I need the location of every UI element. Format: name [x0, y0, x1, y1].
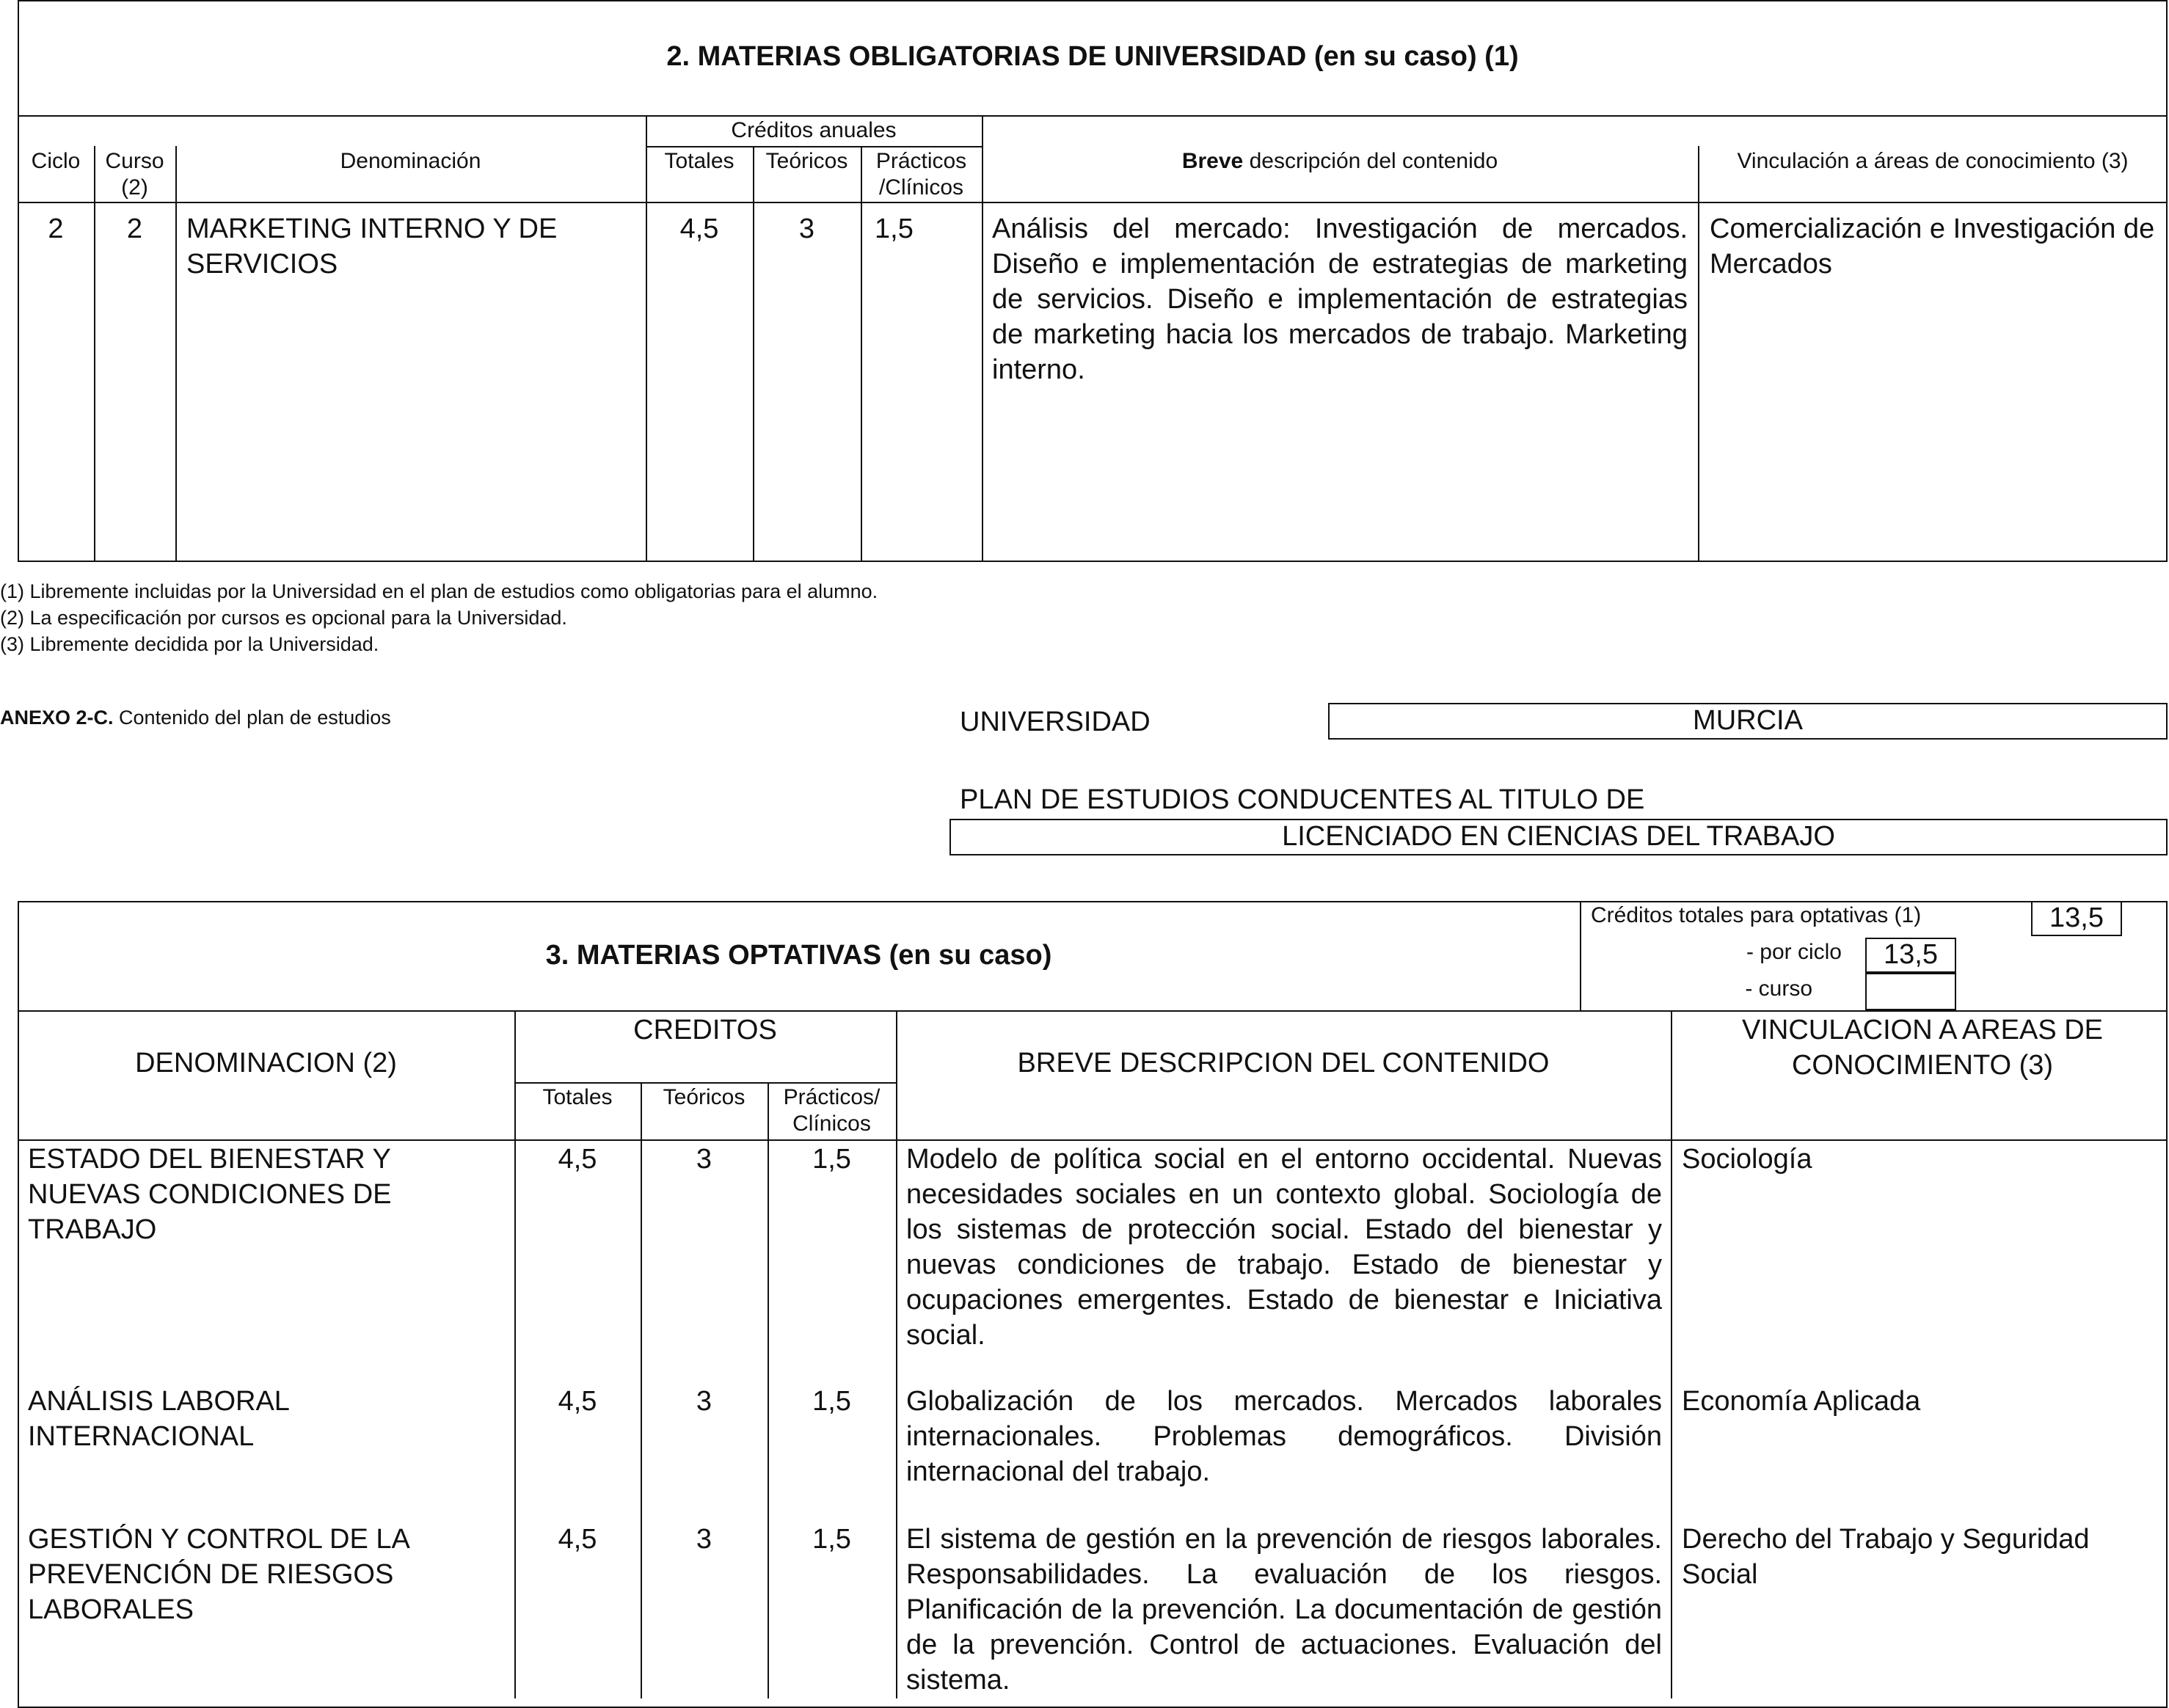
por-ciclo-value: 13,5 — [1865, 938, 1956, 973]
vinculacion-header: Vinculación a áreas de conocimiento (3) — [1737, 149, 2129, 173]
s3-clinicos-label: Clínicos — [792, 1112, 871, 1136]
s3-totales-header: Totales — [542, 1085, 613, 1109]
s3-row1-descripcion: Modelo de política social en el entorno occidental. Nuevas necesidades sociales en un contexto global. Sociología de los sistemas de protección social. Estado del bienestar y nuevas condiciones de trabajo. Estado de bienestar y ocupaciones emergentes. Estado de bienestar e Iniciativa social. — [906, 1144, 1662, 1351]
note-1: (1) Libremente incluidas por la Universidad en el plan de estudios como obligatorias para el alumno. — [0, 580, 878, 602]
s3-row3-practicos: 1,5 — [812, 1524, 851, 1555]
s3-row2-teoricos: 3 — [696, 1386, 712, 1417]
ciclo-header: Ciclo — [31, 149, 81, 173]
row-teoricos: 3 — [798, 213, 815, 244]
creditos-totales-label: Créditos totales para optativas (1) — [1591, 903, 1922, 927]
section2-title: 2. MATERIAS OBLIGATORIAS DE UNIVERSIDAD (en su caso) (1) — [666, 41, 1519, 72]
s3-row3-denominacion: GESTIÓN Y CONTROL DE LA PREVENCIÓN DE RIESGOS LABORALES — [28, 1524, 409, 1625]
curso-header-note: (2) — [121, 175, 148, 200]
anexo-label — [0, 704, 734, 731]
curso-label: - curso — [1745, 977, 1812, 1001]
note-2: (2) La especificación por cursos es opcional para la Universidad. — [0, 607, 567, 629]
note-3: (3) Libremente decidida por la Universidad. — [0, 633, 379, 655]
s3-row2-descripcion: Globalización de los mercados. Mercados laborales internacionales. Problemas demográficos. División internacional del trabajo. — [906, 1386, 1662, 1487]
s3-denominacion-header: DENOMINACION (2) — [135, 1048, 397, 1079]
s3-row3-totales: 4,5 — [558, 1524, 597, 1555]
plan-label: PLAN DE ESTUDIOS CONDUCENTES AL TITULO DE — [960, 784, 1645, 815]
por-ciclo-label: - por ciclo — [1746, 940, 1842, 964]
clinicos-header-label: /Clínicos — [878, 175, 964, 200]
denominacion-header: Denominación — [340, 149, 481, 173]
row-practicos: 1,5 — [875, 213, 914, 244]
row-denominacion: MARKETING INTERNO Y DE SERVICIOS — [186, 213, 558, 280]
s3-row1-practicos: 1,5 — [812, 1144, 851, 1175]
creditos-totales-value: 13,5 — [2031, 901, 2122, 936]
s3-row1-vinculacion: Sociología — [1682, 1144, 1812, 1175]
s3-row1-teoricos: 3 — [696, 1144, 712, 1175]
s3-practicos-label: Prácticos/ — [783, 1085, 881, 1109]
s3-row2-denominacion: ANÁLISIS LABORAL INTERNACIONAL — [28, 1386, 289, 1452]
row-descripcion: Análisis del mercado: Investigación de mercados. Diseño e implementación de estrategias de marketing de servicios. Diseño e implementación de estrategias de marketing hacia los mercados de trabajo. Marketing interno. — [992, 213, 1688, 385]
s3-row2-vinculacion: Economía Aplicada — [1682, 1386, 1921, 1417]
s3-descripcion-header: BREVE DESCRIPCION DEL CONTENIDO — [1017, 1048, 1550, 1079]
descripcion-header-rest: descripción del contenido — [1243, 149, 1498, 173]
practicos-header — [861, 148, 982, 201]
s3-vinculacion-header: VINCULACION A AREAS DE CONOCIMIENTO (3) — [1741, 1015, 2104, 1081]
s3-row1-denominacion: ESTADO DEL BIENESTAR Y NUEVAS CONDICIONES DE TRABAJO — [28, 1144, 392, 1245]
creditos-anuales-header: Créditos anuales — [731, 118, 897, 142]
s3-row2-practicos: 1,5 — [812, 1386, 851, 1417]
curso-header-label: Curso — [105, 149, 164, 173]
curso-value — [1865, 973, 1956, 1010]
totales-header: Totales — [664, 149, 734, 173]
practicos-header-label: Prácticos — [875, 149, 967, 173]
s3-row3-descripcion: El sistema de gestión en la prevención de riesgos laborales. Responsabilidades. La evaluación de los riesgos. Planificación de la prevención. La documentación de gestión de la prevención. Control de actuaciones. Evaluación del sistema. — [906, 1524, 1662, 1696]
descripcion-header — [982, 148, 1698, 175]
s3-teoricos-header: Teóricos — [663, 1085, 746, 1109]
universidad-label: UNIVERSIDAD — [960, 707, 1151, 737]
s3-row2-totales: 4,5 — [558, 1386, 597, 1417]
row-ciclo: 2 — [48, 213, 64, 244]
s3-practicos-header — [768, 1084, 896, 1137]
section3-title: 3. MATERIAS OPTATIVAS (en su caso) — [545, 940, 1052, 971]
teoricos-header: Teóricos — [765, 149, 848, 173]
universidad-value: MURCIA — [1328, 703, 2168, 740]
s3-creditos-header: CREDITOS — [633, 1015, 777, 1045]
row-vinculacion: Comercialización e Investigación de Mercados — [1710, 213, 2155, 280]
titulo-value: LICENCIADO EN CIENCIAS DEL TRABAJO — [949, 819, 2168, 855]
anexo-label-rest: Contenido del plan de estudios — [113, 707, 391, 729]
descripcion-header-bold: Breve — [1181, 149, 1244, 173]
s3-row1-totales: 4,5 — [558, 1144, 597, 1175]
curso-header — [94, 148, 175, 201]
anexo-label-bold: ANEXO 2-C. — [0, 707, 114, 729]
row-totales: 4,5 — [679, 213, 719, 244]
s3-row3-teoricos: 3 — [696, 1524, 712, 1555]
row-curso: 2 — [126, 213, 143, 244]
s3-row3-vinculacion: Derecho del Trabajo y Seguridad Social — [1682, 1524, 2090, 1590]
